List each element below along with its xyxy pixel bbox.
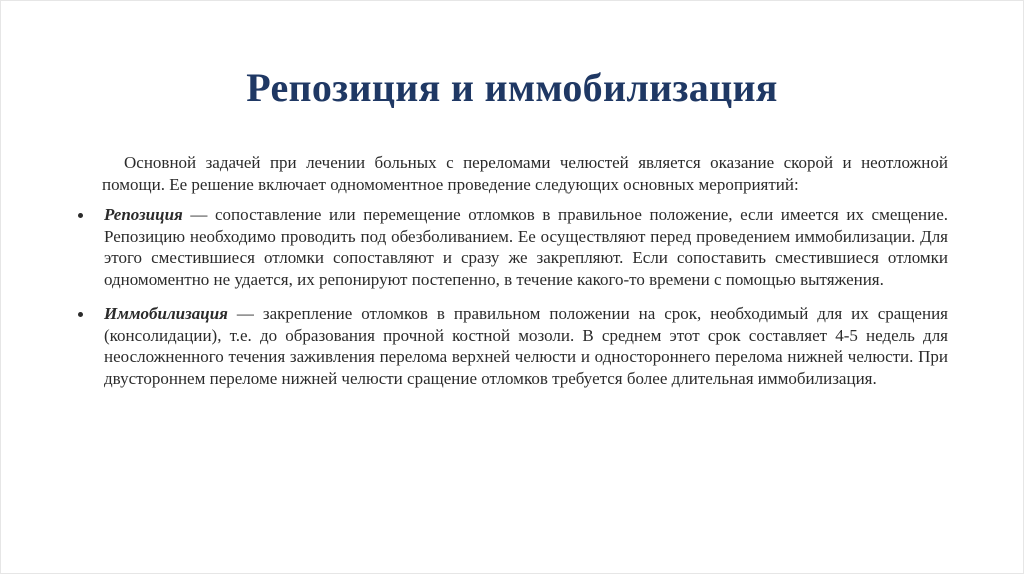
- bullet-term: Репозиция: [104, 205, 183, 224]
- intro-paragraph: Основной задачей при лечении больных с переломами челюстей является оказание скорой и неотложной помощи. Ее решение включает одномоментное проведение следующих основных мероприятий:: [102, 153, 948, 194]
- bullet-item-immobilization: [78, 303, 948, 389]
- bullet-term: Иммобилизация: [104, 304, 228, 323]
- slide-body: [78, 152, 948, 402]
- bullet-icon: [78, 312, 83, 317]
- bullet-text: — сопоставление или перемещение отломков в правильное положение, если имеется их смещение. Репозицию необходимо проводить под обезболиванием. Ее осуществляют перед проведением иммобилизации. Для этого сместившиеся отломки сопоставляют и сразу же закрепляют. Если сопоставить сместившиеся отломки одномоментно не удается, их репонируют постепенно, в течение какого-то времени с помощью вытяжения.: [104, 205, 948, 289]
- slide-title: Репозиция и иммобилизация: [246, 65, 778, 110]
- bullet-item-reposition: [78, 204, 948, 290]
- bullet-icon: [78, 213, 83, 218]
- bullet-text: — закрепление отломков в правильном положении на срок, необходимый для их сращения (консолидации), т.е. до образования прочной костной мозоли. В среднем этот срок составляет 4-5 недель для неосложненного течения заживления перелома верхней челюсти и одностороннего перелома нижней челюсти. При двустороннем переломе нижней челюсти сращение отломков требуется более длительная иммобилизация.: [104, 304, 948, 388]
